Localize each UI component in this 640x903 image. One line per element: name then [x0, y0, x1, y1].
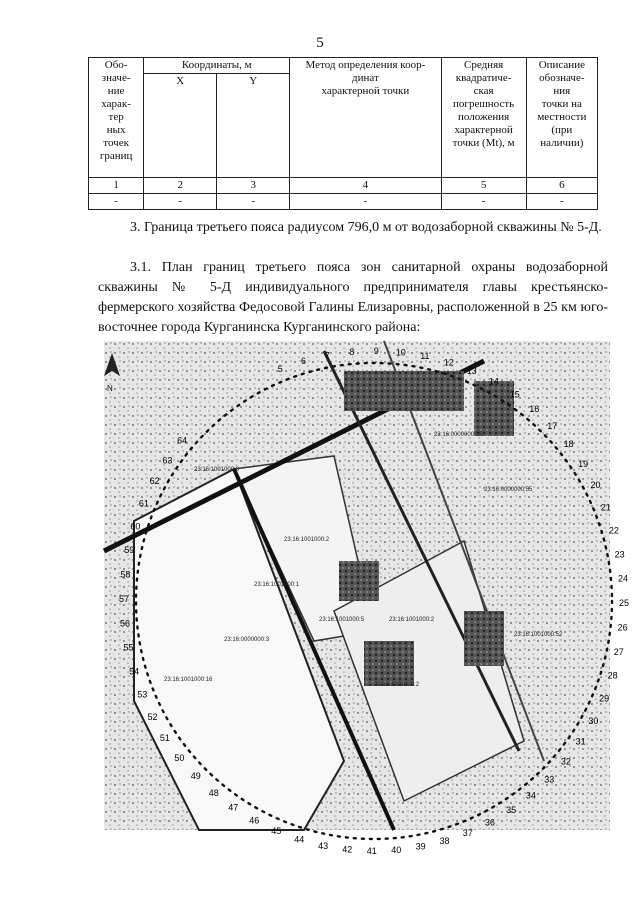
boundary-point-label: 38	[439, 835, 450, 846]
table-cell: 1	[89, 178, 144, 194]
table-cell: -	[217, 194, 290, 210]
table-cell: -	[526, 194, 597, 210]
boundary-point-label: 40	[391, 845, 402, 855]
boundary-point-label: 20	[590, 480, 601, 491]
boundary-point-label: 18	[563, 439, 574, 450]
page-number: 5	[316, 35, 324, 51]
col-description-header: Описание обозначе- ния точки на местности (при наличии)	[526, 58, 597, 178]
boundary-point-label: 24	[617, 573, 629, 584]
boundary-point-label: 19	[578, 458, 589, 469]
boundary-point-label: 53	[137, 689, 148, 700]
parcel-cadastral-label: 23:16:0000000:3	[224, 637, 270, 643]
col-method-header: Метод определения коор- динат характерной точки	[290, 58, 441, 178]
boundary-point-label: 39	[415, 841, 426, 852]
boundary-point-label: 8	[349, 347, 355, 357]
col-x-header: X	[144, 74, 217, 178]
boundary-point-label: 42	[342, 844, 353, 855]
table-cell: -	[89, 194, 144, 210]
boundary-point-label: 62	[149, 476, 160, 487]
table-cell: 4	[290, 178, 441, 194]
svg-text:N: N	[107, 384, 113, 393]
col-coordinates-header: Координаты, м	[144, 58, 290, 74]
dark-area	[344, 371, 464, 411]
boundary-point-label: 63	[162, 455, 173, 466]
boundary-point-label: 52	[147, 711, 158, 722]
table-cell: 5	[441, 178, 526, 194]
boundary-point-label: 57	[118, 593, 130, 604]
parcel-cadastral-label: 23:16:1001000:2	[374, 682, 420, 688]
boundary-point-label: 51	[159, 733, 170, 744]
table-cell: 2	[144, 178, 217, 194]
table-cell: 3	[217, 178, 290, 194]
boundary-point-label: 48	[208, 787, 219, 798]
boundary-point-label: 54	[129, 666, 140, 677]
boundary-point-label: 43	[318, 840, 329, 851]
boundary-point-label: 30	[588, 715, 599, 726]
boundary-point-label: 7	[324, 350, 330, 361]
table-cell: 6	[526, 178, 597, 194]
aerial-map-svg	[104, 341, 630, 856]
boundary-point-label: 25	[618, 598, 630, 609]
boundary-point-label: 23	[614, 549, 625, 560]
paragraph-plan-description: 3.1. План границ третьего пояса зон санитарной охраны водозаборной скважины № 5-Д индивидуального предпринимателя главы крестьянско-фермерского хозяйства Федосовой Галины Елизаровны, расположенной в 25 км юго-восточнее города Курганинска Курганинского района:	[98, 260, 608, 335]
boundary-point-label: 44	[294, 834, 305, 845]
boundary-point-label: 49	[190, 771, 201, 782]
boundary-point-label: 13	[466, 365, 477, 376]
col-point-designation-header: Обо- значе- ние харак- тер ных точек границ	[89, 58, 144, 178]
table-index-row	[89, 178, 598, 194]
table-cell: -	[441, 194, 526, 210]
boundary-point-label: 16	[529, 404, 540, 415]
boundary-point-label: 29	[599, 693, 610, 704]
boundary-point-label: 17	[547, 420, 558, 431]
boundary-point-label: 37	[462, 827, 473, 838]
parcel-cadastral-label: 23:16:1001000:16	[164, 677, 213, 683]
boundary-point-label: 35	[506, 805, 517, 816]
col-rms-header: Средняя квадратиче- ская погрешность положения характерной точки (Mt), м	[441, 58, 526, 178]
boundary-point-label: 32	[560, 756, 571, 767]
col-y-header: Y	[217, 74, 290, 178]
boundary-point-label: 27	[613, 646, 624, 657]
boundary-point-label: 41	[366, 846, 377, 856]
boundary-point-label: 47	[228, 802, 239, 813]
parcel-cadastral-label: 23:16:1001000:52	[514, 632, 563, 638]
paragraph-zone-boundary: 3. Граница третьего пояса радиусом 796,0 м от водозаборной скважины № 5-Д.	[130, 220, 602, 235]
boundary-point-label: 15	[509, 389, 520, 400]
parcel-cadastral-label: 23:16:1001000:5	[319, 617, 365, 623]
boundary-point-label: 59	[124, 545, 135, 556]
dark-area	[364, 641, 414, 686]
boundary-point-label: 6	[300, 356, 307, 367]
boundary-point-label: 31	[575, 736, 586, 747]
boundary-point-label: 33	[544, 774, 555, 785]
boundary-point-label: 26	[617, 622, 628, 633]
boundary-point-label: 45	[271, 826, 282, 837]
coordinates-table	[88, 57, 598, 210]
boundary-point-label: 50	[174, 752, 185, 763]
table-cell: -	[290, 194, 441, 210]
boundary-point-label: 58	[120, 569, 131, 580]
parcel-cadastral-label: 23:16:1001000:0	[194, 467, 240, 473]
boundary-point-label: 28	[607, 670, 618, 681]
table-cell: -	[144, 194, 217, 210]
boundary-point-label: 56	[119, 618, 131, 629]
parcel-cadastral-label: 23:16:0000000:55	[484, 487, 533, 493]
boundary-point-label: 46	[249, 815, 260, 826]
boundary-point-label: 22	[608, 525, 619, 536]
dark-area	[339, 561, 379, 601]
dark-area	[474, 381, 514, 436]
boundary-point-label: 61	[138, 498, 149, 509]
boundary-point-label: 36	[484, 817, 495, 828]
parcel-cadastral-label: 23:16:1001000:2	[389, 617, 435, 623]
boundary-point-label: 64	[177, 435, 188, 446]
boundary-point-label: 21	[600, 502, 611, 513]
boundary-point-label: 11	[420, 351, 430, 362]
parcel-cadastral-label: 23:16:1001000:1	[254, 582, 300, 588]
boundary-point-label: 34	[525, 790, 536, 801]
table-row	[89, 194, 598, 210]
dark-area	[464, 611, 504, 666]
boundary-point-label: 60	[130, 521, 141, 532]
site-plan-map	[104, 341, 630, 856]
boundary-point-label: 10	[395, 347, 406, 358]
boundary-point-label: 12	[443, 357, 454, 368]
boundary-point-label: 14	[488, 376, 499, 387]
boundary-point-label: 5	[277, 364, 283, 375]
boundary-point-label: 55	[123, 642, 134, 653]
parcel-cadastral-label: 23:16:0000000:55	[434, 432, 483, 438]
boundary-point-label: 9	[373, 346, 379, 356]
parcel-cadastral-label: 23:16:1001000:2	[284, 537, 330, 543]
